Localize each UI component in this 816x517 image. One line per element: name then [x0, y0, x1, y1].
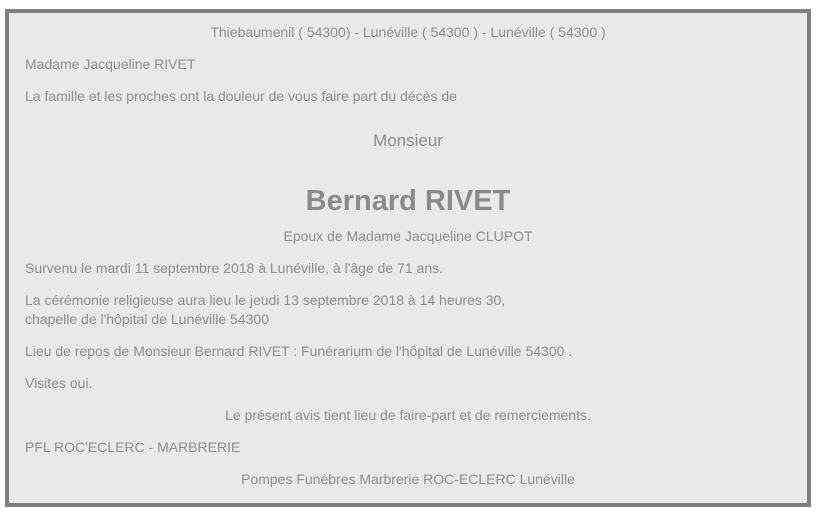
funeral-home-full-line: Pompes Funèbres Marbrerie ROC-ECLERC Lunéville: [241, 471, 575, 487]
visits-line: Visites oui.: [25, 375, 93, 391]
death-notice-panel: [5, 9, 811, 507]
announcement-line: La famille et les proches ont la douleur de vous faire part du décès de: [25, 88, 457, 104]
repose-line: Lieu de repos de Monsieur Bernard RIVET : Funérarium de l'hôpital de Lunéville 54300 .: [25, 343, 573, 359]
ceremony-line-2: chapelle de l'hôpital de Lunéville 54300: [25, 311, 269, 327]
ceremony-line-1: La cérémonie religieuse aura lieu le jeudi 13 septembre 2018 à 14 heures 30,: [25, 292, 506, 308]
civility-line: Monsieur: [373, 131, 443, 150]
ceremony-paragraph: [25, 291, 791, 329]
deceased-name: Bernard RIVET: [305, 185, 511, 217]
spouse-line: Epoux de Madame Jacqueline CLUPOT: [283, 228, 533, 244]
addressee-line: Madame Jacqueline RIVET: [25, 56, 196, 72]
funeral-home-short-line: PFL ROC'ECLERC - MARBRERIE: [25, 439, 241, 455]
farepart-line: Le présent avis tient lieu de faire-part et de remerciements.: [225, 407, 591, 423]
death-details-line: Survenu le mardi 11 septembre 2018 à Lunéville, à l'âge de 71 ans.: [25, 260, 444, 276]
locations-header: Thiebaumenil ( 54300) - Lunéville ( 54300 ) - Lunéville ( 54300 ): [210, 24, 606, 40]
